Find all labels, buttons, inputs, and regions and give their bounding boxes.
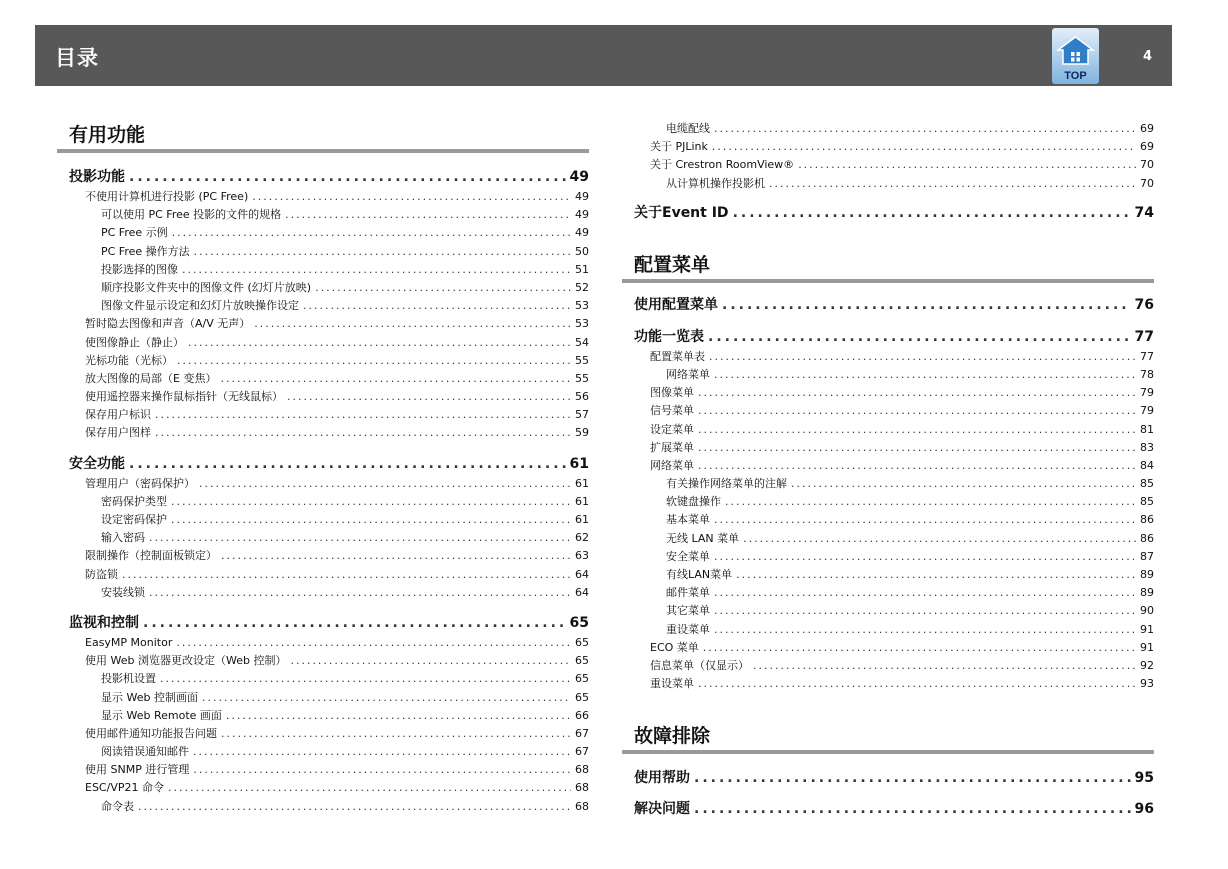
toc-item[interactable] [69, 334, 589, 352]
toc-entry-text: 限制操作（控制面板锁定） [85, 549, 217, 563]
toc-page-number: 66 [575, 708, 589, 722]
dot-leader [698, 402, 1136, 420]
toc-item[interactable] [69, 511, 589, 529]
toc-entry-text: 防盗锁 [85, 567, 118, 581]
toc-page-number: 91 [1140, 640, 1154, 654]
toc-item[interactable] [69, 279, 589, 297]
toc-entry-text: 配置菜单表 [650, 349, 705, 363]
toc-chapter[interactable] [69, 453, 589, 475]
toc-item[interactable] [69, 779, 589, 797]
toc-page-number: 69 [1140, 122, 1154, 135]
toc-entry-text: 关于Event ID [634, 204, 729, 221]
toc-entry-text: 其它菜单 [666, 604, 710, 618]
toc-item[interactable] [69, 566, 589, 584]
toc-entry-text: 基本菜单 [666, 513, 710, 527]
toc-entry-text: 网络菜单 [650, 458, 694, 472]
dot-leader [733, 202, 1131, 224]
toc-page-number: 63 [575, 549, 589, 563]
toc-page-number: 87 [1140, 549, 1154, 563]
toc-chapter[interactable] [634, 798, 1154, 820]
toc-item[interactable] [69, 424, 589, 442]
toc-entry-text: 软键盘操作 [666, 495, 721, 509]
toc-entry-text: 扩展菜单 [650, 440, 694, 454]
dot-leader [138, 798, 571, 816]
toc-entry-text: 投影机设置 [101, 672, 156, 686]
dot-leader [171, 511, 571, 529]
toc-item[interactable] [69, 297, 589, 315]
toc-chapter[interactable] [634, 202, 1154, 224]
toc-chapter[interactable] [634, 767, 1154, 789]
toc-entry-text: 保存用户标识 [85, 408, 151, 422]
dot-leader [709, 348, 1136, 366]
dot-leader [254, 315, 571, 333]
dot-leader [155, 424, 571, 442]
toc-entry-text: 暂时隐去图像和声音（A/V 无声） [85, 317, 251, 331]
dot-leader [155, 406, 571, 424]
toc-item[interactable] [69, 315, 589, 333]
toc-item[interactable] [69, 352, 589, 370]
dot-leader [122, 566, 571, 584]
toc-page-number: 50 [575, 244, 589, 258]
section-rule [622, 750, 1154, 754]
toc-entry-text: 命令表 [101, 799, 134, 813]
toc-entry-text: ECO 菜单 [650, 640, 699, 654]
toc-entry-text: 顺序投影文件夹中的图像文件 (幻灯片放映) [101, 280, 312, 294]
toc-item[interactable] [69, 224, 589, 242]
toc-item[interactable] [69, 670, 589, 688]
toc-entry-text: 使用 SNMP 进行管理 [85, 763, 190, 777]
toc-item[interactable] [634, 566, 1154, 584]
toc-item[interactable] [634, 584, 1154, 602]
dot-leader [703, 639, 1136, 657]
toc-entry-text: 投影选择的图像 [101, 262, 178, 276]
toc-entry-text: 放大图像的局部（E 变焦） [85, 371, 217, 385]
dot-leader [303, 297, 571, 315]
page-number: 4 [1142, 49, 1152, 64]
dot-leader [194, 243, 571, 261]
dot-leader [698, 439, 1136, 457]
dot-leader [798, 156, 1136, 174]
toc-page-number: 68 [575, 763, 589, 777]
toc-page-number: 95 [1134, 770, 1154, 787]
toc-page-number: 93 [1140, 677, 1154, 691]
toc-page-number: 65 [575, 635, 589, 649]
dot-leader [714, 511, 1136, 529]
header-bar [35, 25, 1172, 86]
toc-item[interactable] [634, 548, 1154, 566]
dot-leader [182, 261, 571, 279]
toc-page-number: 85 [1140, 495, 1154, 509]
dot-leader [202, 689, 571, 707]
toc-page-number: 64 [575, 585, 589, 599]
toc-item[interactable] [69, 634, 589, 652]
toc-entry-text: 无线 LAN 菜单 [666, 531, 740, 545]
toc-entry-text: 输入密码 [101, 531, 145, 545]
toc-item[interactable] [69, 370, 589, 388]
toc-page-number: 70 [1140, 158, 1154, 172]
toc-item[interactable] [634, 439, 1154, 457]
toc-page-number: 85 [1140, 477, 1154, 491]
section-heading-troubleshooting-text: 故障排除 [634, 725, 711, 748]
dot-leader [315, 279, 571, 297]
toc-item[interactable] [634, 348, 1154, 366]
toc-entry-text: 邮件菜单 [666, 586, 710, 600]
dot-leader [199, 475, 571, 493]
toc-page-number: 61 [575, 494, 589, 508]
dot-leader [714, 366, 1136, 384]
toc-page-number: 83 [1140, 440, 1154, 454]
toc-page-number: 78 [1140, 367, 1154, 381]
toc-entry-text: 信息菜单（仅显示） [650, 658, 749, 672]
section-heading-config-menu-text: 配置菜单 [634, 253, 711, 276]
section-heading-useful-functions-text: 有用功能 [69, 124, 146, 146]
toc-entry-text: 使用邮件通知功能报告问题 [85, 726, 217, 740]
toc-page-number: 89 [1140, 586, 1154, 600]
dot-leader [129, 166, 566, 188]
toc-item[interactable] [634, 156, 1154, 174]
toc-page-number: 68 [575, 799, 589, 813]
toc-item[interactable] [634, 639, 1154, 657]
toc-page-number: 74 [1134, 204, 1154, 221]
section-heading-config-menu [634, 250, 1154, 280]
dot-leader [753, 657, 1136, 675]
toc-page-number: 61 [575, 476, 589, 490]
dot-leader [220, 370, 571, 388]
toc-chapter[interactable] [69, 166, 589, 188]
dot-leader [714, 584, 1136, 602]
toc-entry-text: 光标功能（光标） [85, 353, 173, 367]
toc-item[interactable] [69, 206, 589, 224]
dot-leader [221, 725, 571, 743]
toc-item[interactable] [634, 457, 1154, 475]
toc-page-number: 59 [575, 426, 589, 440]
toc-item[interactable] [634, 530, 1154, 548]
toc-page-number: 64 [575, 567, 589, 581]
toc-item[interactable] [634, 621, 1154, 639]
toc-item[interactable] [69, 707, 589, 725]
dot-leader [791, 475, 1136, 493]
toc-entry-text: 安全菜单 [666, 549, 710, 563]
toc-page-number: 76 [1134, 296, 1154, 313]
toc-chapter[interactable] [69, 612, 589, 634]
toc-item[interactable] [69, 547, 589, 565]
dot-leader [252, 188, 571, 206]
toc-entry-text: 保存用户图样 [85, 426, 151, 440]
toc-page-number: 67 [575, 745, 589, 759]
dot-leader [129, 453, 566, 475]
toc-entry-text: 功能一览表 [634, 328, 704, 345]
toc-page-number: 96 [1134, 801, 1154, 818]
toc-page-number: 67 [575, 726, 589, 740]
dot-leader [172, 224, 571, 242]
page-title: 目录 [55, 46, 99, 70]
toc-item[interactable] [634, 475, 1154, 493]
toc-page-number: 69 [1140, 140, 1154, 154]
toc-page-number: 51 [575, 262, 589, 276]
toc-page-number: 65 [575, 654, 589, 668]
toc-entry-text: 关于 PJLink [650, 140, 708, 154]
dot-leader [193, 743, 571, 761]
top-button[interactable] [1050, 28, 1101, 84]
toc-item[interactable] [634, 138, 1154, 156]
toc-entry-text: 使用帮助 [634, 770, 690, 787]
dot-leader [149, 529, 571, 547]
dot-leader [698, 457, 1136, 475]
toc-entry-text: 管理用户（密码保护） [85, 476, 195, 490]
toc-page-number: 57 [575, 408, 589, 422]
home-icon [1056, 36, 1095, 66]
toc-page-number: 92 [1140, 658, 1154, 672]
dot-leader [698, 421, 1136, 439]
dot-leader [712, 138, 1136, 156]
dot-leader [722, 294, 1131, 316]
dot-leader [714, 120, 1136, 138]
dot-leader [171, 493, 571, 511]
toc-item[interactable] [69, 798, 589, 816]
dot-leader [736, 566, 1136, 584]
dot-leader [694, 798, 1131, 820]
toc-entry-text: 解决问题 [634, 801, 690, 818]
toc-page-number: 56 [575, 390, 589, 404]
toc-entry-text: PC Free 操作方法 [101, 244, 190, 258]
toc-page-number: 68 [575, 781, 589, 795]
dot-leader [287, 388, 571, 406]
toc-entry-text: 重设菜单 [650, 677, 694, 691]
toc-entry-text: 设定密码保护 [101, 513, 167, 526]
dot-leader [725, 493, 1136, 511]
toc-entry-text: 图像菜单 [650, 386, 694, 400]
toc-page-number: 65 [575, 672, 589, 686]
toc-item[interactable] [634, 675, 1154, 693]
toc-page-number: 77 [1140, 349, 1154, 363]
dot-leader [694, 767, 1131, 789]
toc-item[interactable] [634, 511, 1154, 529]
toc-left-column [69, 120, 589, 816]
toc-entry-text: 有线LAN菜单 [666, 568, 733, 581]
toc-chapter[interactable] [634, 294, 1154, 316]
toc-page-number: 81 [1140, 422, 1154, 436]
dot-leader [143, 612, 566, 634]
toc-page-number: 90 [1140, 604, 1154, 618]
toc-item[interactable] [634, 402, 1154, 420]
toc-page-number: 49 [569, 169, 589, 185]
toc-entry-text: 使图像静止（静止） [85, 335, 184, 349]
dot-leader [769, 175, 1136, 193]
toc-page-number: 49 [575, 226, 589, 240]
toc-item[interactable] [634, 175, 1154, 193]
toc-entry-text: 监视和控制 [69, 614, 139, 631]
toc-entry-text: 电缆配线 [666, 122, 710, 135]
toc-page-number: 79 [1140, 386, 1154, 400]
toc-page-number: 49 [575, 208, 589, 222]
toc-page-number: 79 [1140, 404, 1154, 418]
toc-page-number: 77 [1134, 328, 1154, 345]
toc-item[interactable] [69, 584, 589, 602]
dot-leader [149, 584, 571, 602]
toc-item[interactable] [634, 602, 1154, 620]
dot-leader [698, 384, 1136, 402]
toc-chapter[interactable] [634, 326, 1154, 348]
toc-item[interactable] [634, 421, 1154, 439]
dot-leader [221, 547, 571, 565]
toc-entry-text: 图像文件显示设定和幻灯片放映操作设定 [101, 299, 299, 313]
toc-page-number: 65 [569, 614, 589, 631]
dot-leader [193, 761, 571, 779]
toc-page-number: 65 [575, 690, 589, 704]
toc-page-number: 61 [575, 513, 589, 526]
top-label: TOP [1064, 70, 1087, 82]
dot-leader [177, 352, 571, 370]
toc-entry-text: 从计算机操作投影机 [666, 176, 765, 190]
toc-page-number: 70 [1140, 176, 1154, 190]
toc-entry-text: ESC/VP21 命令 [85, 781, 164, 795]
toc-entry-text: 显示 Web Remote 画面 [101, 708, 222, 722]
toc-item[interactable] [69, 388, 589, 406]
toc-page-number: 53 [575, 299, 589, 313]
toc-entry-text: 使用遥控器来操作鼠标指针（无线鼠标） [85, 390, 283, 404]
toc-item[interactable] [69, 243, 589, 261]
toc-item[interactable] [634, 120, 1154, 138]
toc-entry-text: 安全功能 [69, 455, 125, 472]
dot-leader [168, 779, 571, 797]
toc-page-number: 89 [1140, 568, 1154, 581]
toc-page-number: 52 [575, 280, 589, 294]
toc-page-number: 84 [1140, 458, 1154, 472]
toc-item[interactable] [69, 493, 589, 511]
toc-item[interactable] [69, 188, 589, 206]
dot-leader [290, 652, 571, 670]
toc-page-number: 53 [575, 317, 589, 331]
toc-entry-text: PC Free 示例 [101, 226, 168, 240]
toc-item[interactable] [634, 366, 1154, 384]
toc-item[interactable] [69, 743, 589, 761]
toc-entry-text: 可以使用 PC Free 投影的文件的规格 [101, 208, 282, 222]
toc-page-number: 61 [569, 455, 589, 472]
toc-page-number: 62 [575, 531, 589, 545]
toc-entry-text: 显示 Web 控制画面 [101, 690, 198, 704]
toc-page-number: 91 [1140, 622, 1154, 636]
toc-page-number: 86 [1140, 531, 1154, 545]
section-rule [622, 279, 1154, 283]
toc-entry-text: 安装线锁 [101, 585, 145, 599]
dot-leader [708, 326, 1131, 348]
dot-leader [188, 334, 571, 352]
toc-page-number: 55 [575, 353, 589, 367]
toc-entry-text: 不使用计算机进行投影 (PC Free) [85, 190, 249, 203]
toc-entry-text: EasyMP Monitor [85, 635, 173, 649]
toc-item[interactable] [634, 384, 1154, 402]
toc-item[interactable] [69, 261, 589, 279]
toc-page-number: 49 [575, 190, 589, 203]
toc-entry-text: 信号菜单 [650, 404, 694, 418]
dot-leader [743, 530, 1136, 548]
toc-item[interactable] [69, 652, 589, 670]
toc-item[interactable] [634, 493, 1154, 511]
toc-entry-text: 关于 Crestron RoomView® [650, 158, 795, 172]
dot-leader [714, 602, 1136, 620]
toc-item[interactable] [69, 725, 589, 743]
toc-entry-text: 阅读错误通知邮件 [101, 745, 189, 759]
dot-leader [714, 621, 1136, 639]
toc-item[interactable] [69, 689, 589, 707]
toc-item[interactable] [69, 529, 589, 547]
toc-item[interactable] [69, 475, 589, 493]
toc-right-column [634, 120, 1154, 820]
toc-item[interactable] [69, 406, 589, 424]
dot-leader [285, 206, 571, 224]
dot-leader [226, 707, 571, 725]
toc-page-number: 86 [1140, 513, 1154, 527]
toc-entry-text: 网络菜单 [666, 367, 710, 381]
section-rule [57, 149, 589, 153]
toc-page-number: 55 [575, 371, 589, 385]
toc-entry-text: 设定菜单 [650, 422, 694, 436]
toc-item[interactable] [634, 657, 1154, 675]
section-heading-useful-functions [69, 120, 589, 150]
toc-page-number: 54 [575, 335, 589, 349]
toc-entry-text: 使用配置菜单 [634, 296, 718, 313]
section-heading-troubleshooting [634, 721, 1154, 751]
toc-item[interactable] [69, 761, 589, 779]
toc-entry-text: 重设菜单 [666, 622, 710, 636]
dot-leader [698, 675, 1136, 693]
dot-leader [160, 670, 571, 688]
toc-entry-text: 有关操作网络菜单的注解 [666, 477, 787, 491]
toc-entry-text: 使用 Web 浏览器更改设定（Web 控制） [85, 654, 287, 668]
dot-leader [176, 634, 571, 652]
toc-entry-text: 密码保护类型 [101, 494, 167, 508]
toc-entry-text: 投影功能 [69, 169, 125, 185]
dot-leader [714, 548, 1136, 566]
